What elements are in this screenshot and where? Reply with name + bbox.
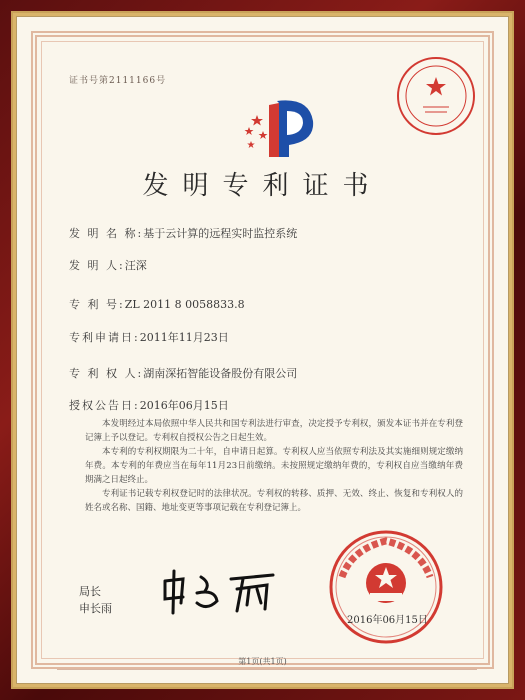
patentee-row [69, 365, 297, 381]
grant-date-value: 2016年06月15日 [139, 399, 229, 412]
patentee-value: 湖南深拓智能设备股份有限公司 [143, 367, 298, 380]
body-paragraph-3: 专利证书记载专利权登记时的法律状况。专利权的转移、质押、无效、终止、恢复和专利权人的姓名或名称、国籍、地址变更等事项记载在专利登记簿上。 [85, 489, 463, 513]
director-signature [157, 567, 287, 617]
seal-date: 2016年06月15日 [347, 615, 428, 626]
invention-name-value: 基于云计算的远程实时监控系统 [143, 227, 298, 240]
patent-number-label: 专 利 号: [69, 298, 125, 311]
footer-divider [57, 669, 477, 670]
inventor-value: 汪深 [124, 259, 147, 272]
patent-office-seal-top [397, 57, 475, 135]
certificate-title: 发明专利证书 [142, 171, 383, 201]
patent-number-row [69, 296, 245, 312]
director-title [79, 583, 112, 617]
certificate-paper [16, 16, 509, 684]
certificate-number: 证书号第2111166号 [69, 76, 167, 86]
inventor-label: 发 明 人: [69, 259, 125, 272]
frame-gold-border [11, 11, 514, 689]
invention-name-label: 发 明 名 称: [69, 227, 144, 240]
patentee-label: 专 利 权 人: [69, 367, 144, 380]
body-paragraph-2: 本专利的专利权期限为二十年，自申请日起算。专利权人应当依照专利法及其实施细则规定缴纳年费。本专利的年费应当在每年11月23日前缴纳。未按照规定缴纳年费的，专利权自应当缴纳年费期满之日起终止。 [85, 447, 463, 485]
filing-date-value: 2011年11月23日 [139, 331, 229, 344]
director-name: 申长雨 [79, 602, 112, 615]
body-paragraph-1: 本发明经过本局依照中华人民共和国专利法进行审查，决定授予专利权，颁发本证书并在专利登记簿上予以登记。专利权自授权公告之日起生效。 [85, 419, 463, 443]
page-number: 第1页(共1页) [238, 657, 287, 666]
grant-date-label: 授权公告日: [69, 399, 140, 412]
grant-date-row [69, 397, 229, 413]
sipo-logo [239, 91, 323, 163]
official-seal [322, 529, 450, 647]
patent-number-value: ZL 2011 8 0058833.8 [124, 298, 245, 311]
certificate-body [85, 417, 463, 515]
filing-date-label: 专利申请日: [69, 331, 140, 344]
inventor-row [69, 257, 147, 273]
invention-name-row [69, 225, 297, 241]
director-title-line1: 局长 [79, 585, 101, 598]
filing-date-row [69, 329, 229, 345]
